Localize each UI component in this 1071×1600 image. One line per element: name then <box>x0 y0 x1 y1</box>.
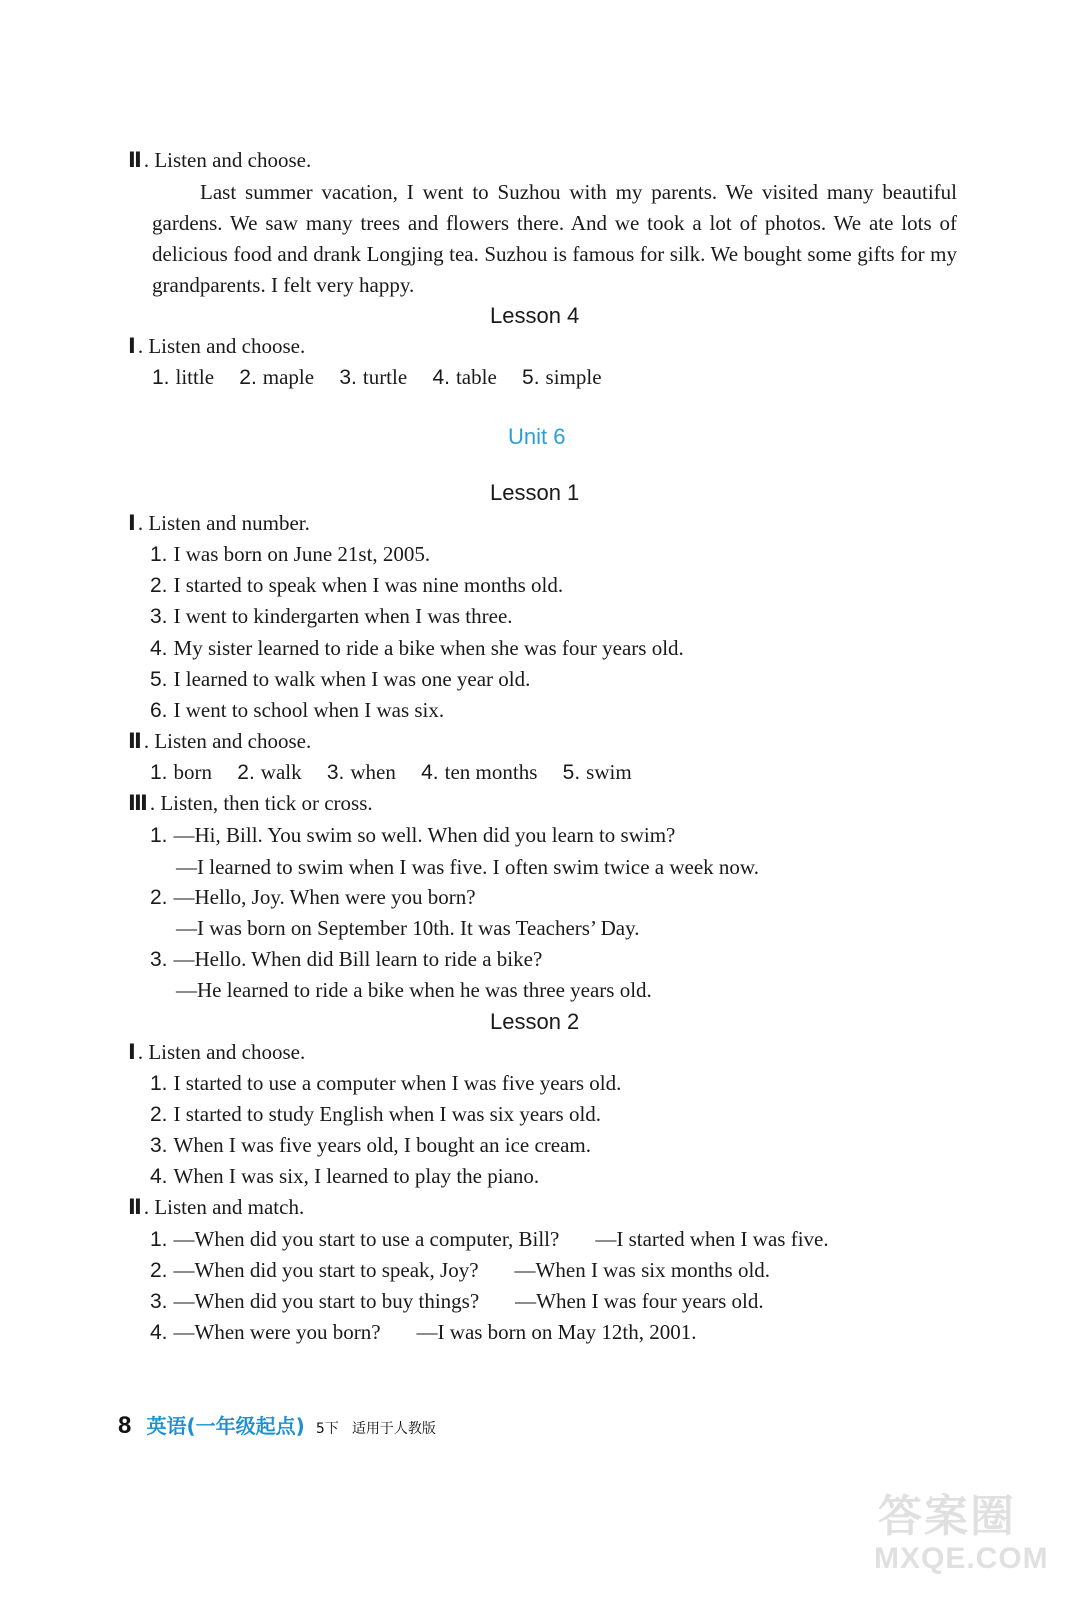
section-label: . Listen and choose. <box>143 729 312 753</box>
section-label: . Listen and number. <box>137 511 310 535</box>
match-pair: 4. —When were you born? —I was born on May 12th, 2001. <box>150 1320 697 1344</box>
listening-passage: Last summer vacation, I went to Suzhou with my parents. We visited many beautiful gardens. We saw many trees and flowers there. And we took a lot of photos. We ate lots of delicious food and drank Longjing tea. Suzhou is famous for silk. We bought some gifts for my grandparents. I felt very happy. <box>152 180 957 297</box>
section-heading <box>128 1039 305 1066</box>
list-item: 5. I learned to walk when I was one year old. <box>150 667 531 691</box>
option-item: 4. table <box>432 365 497 389</box>
list-item: 1. I started to use a computer when I was five years old. <box>150 1071 622 1095</box>
section-numeral: Ⅲ <box>128 792 148 815</box>
option-item: 1. little <box>152 365 215 389</box>
dialog-answer: —I learned to swim when I was five. I often swim twice a week now. <box>176 855 759 879</box>
section-label: . Listen and choose. <box>137 1040 306 1064</box>
option-item: 3. when <box>326 760 396 784</box>
page-footer <box>118 1410 436 1440</box>
section-label: . Listen, then tick or cross. <box>149 791 373 815</box>
section-numeral: Ⅰ <box>128 512 136 535</box>
dialog-question: 2. —Hello, Joy. When were you born? <box>150 885 476 909</box>
watermark-logo <box>870 1480 1049 1590</box>
grade-label: 5下 <box>315 1421 339 1437</box>
section-label: . Listen and choose. <box>137 334 306 358</box>
answer-options <box>150 759 652 786</box>
list-item: 3. When I was five years old, I bought an ice cream. <box>150 1133 592 1157</box>
section-numeral: Ⅱ <box>128 730 142 753</box>
lesson-title: Lesson 2 <box>490 1009 580 1034</box>
page-number: 8 <box>118 1412 132 1439</box>
option-item: 5. swim <box>562 760 632 784</box>
section-label: . Listen and choose. <box>143 148 312 172</box>
match-pair: 3. —When did you start to buy things? —When I was four years old. <box>150 1289 764 1313</box>
subject-title: 英语(一年级起点) <box>146 1414 305 1438</box>
section-numeral: Ⅰ <box>128 1041 136 1064</box>
list-item: 2. I started to speak when I was nine months old. <box>150 573 564 597</box>
section-label: . Listen and match. <box>143 1195 305 1219</box>
list-item: 4. My sister learned to ride a bike when she was four years old. <box>150 636 684 660</box>
dialog-question: 3. —Hello. When did Bill learn to ride a bike? <box>150 947 543 971</box>
list-item: 2. I started to study English when I was six years old. <box>150 1102 602 1126</box>
option-item: 4. ten months <box>421 760 538 784</box>
list-item: 6. I went to school when I was six. <box>150 698 445 722</box>
match-pair: 2. —When did you start to speak, Joy? —When I was six months old. <box>150 1258 771 1282</box>
dialog-answer: —I was born on September 10th. It was Teachers’ Day. <box>176 916 640 940</box>
list-item: 3. I went to kindergarten when I was three. <box>150 604 513 628</box>
section-numeral: Ⅰ <box>128 335 136 358</box>
option-item: 2. walk <box>237 760 302 784</box>
answer-options <box>152 364 622 391</box>
edition-label: 适用于人教版 <box>351 1421 436 1437</box>
watermark-en: MXQE.COM <box>874 1542 1049 1575</box>
dialog-question: 1. —Hi, Bill. You swim so well. When did you learn to swim? <box>150 823 676 847</box>
unit-title: Unit 6 <box>508 424 566 449</box>
section-numeral: Ⅱ <box>128 149 142 172</box>
section-heading <box>128 1194 304 1221</box>
section-heading <box>128 147 311 174</box>
section-heading <box>128 728 311 755</box>
match-pair: 1. —When did you start to use a computer, Bill? —I started when I was five. <box>150 1227 829 1251</box>
section-heading <box>128 790 373 817</box>
option-item: 5. simple <box>522 365 602 389</box>
lesson-title: Lesson 4 <box>490 303 580 328</box>
option-item: 2. maple <box>239 365 315 389</box>
option-item: 1. born <box>150 760 213 784</box>
list-item: 4. When I was six, I learned to play the piano. <box>150 1164 540 1188</box>
section-numeral: Ⅱ <box>128 1196 142 1219</box>
list-item: 1. I was born on June 21st, 2005. <box>150 542 431 566</box>
section-heading <box>128 510 310 537</box>
lesson-title: Lesson 1 <box>490 480 580 505</box>
section-heading <box>128 333 305 360</box>
dialog-answer: —He learned to ride a bike when he was three years old. <box>176 978 652 1002</box>
watermark-cn: 答案圈 <box>878 1491 1016 1542</box>
option-item: 3. turtle <box>339 365 408 389</box>
